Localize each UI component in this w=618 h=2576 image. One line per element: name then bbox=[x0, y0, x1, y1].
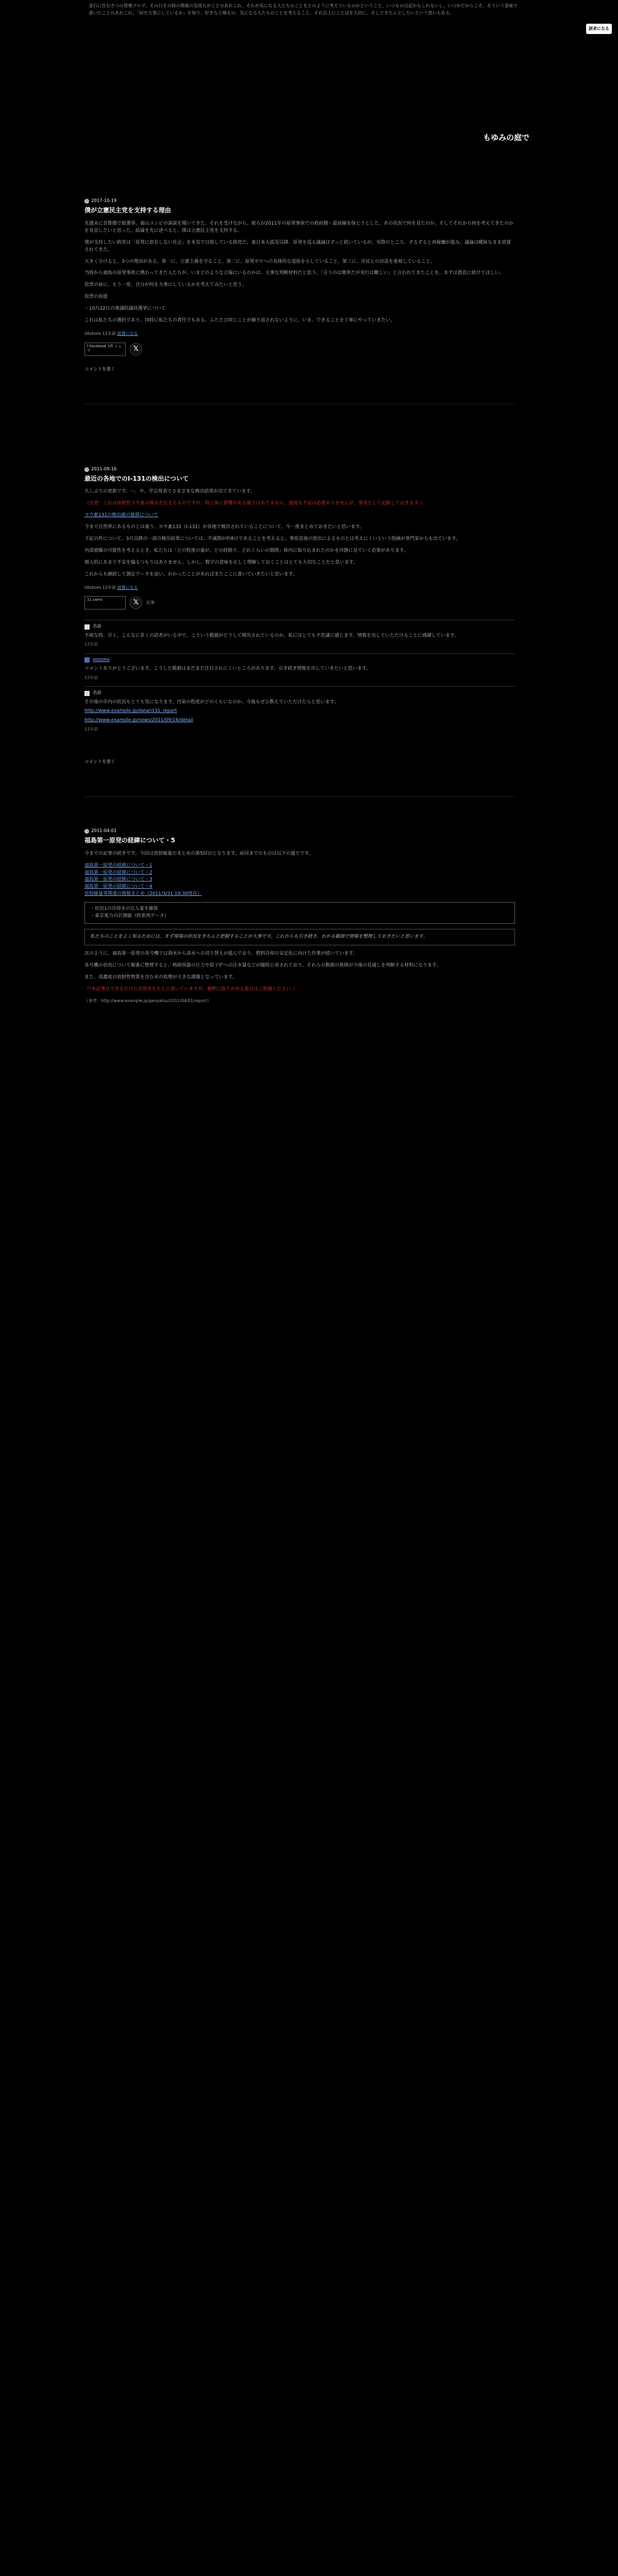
comment-text: コメントありがとうございます。こうした数値はまだまだ注目されにくいところがあります。引き続き情報を出していきたいと思います。 bbox=[84, 666, 371, 672]
entry-author-time: Ototomi 11年前 bbox=[84, 331, 116, 336]
paragraph: 下記の件について、3月以降の一部の検出結果については、半減期が約8日であることを考えると、事故直後の放出によるものとは考えにくいという指摘が専門家からも出ています。 bbox=[84, 536, 461, 542]
entry-title[interactable]: 最近の各地でのI-131の検出について bbox=[84, 474, 189, 482]
entry-body bbox=[84, 221, 515, 325]
paragraph: 僕が支持したい政党は「原発に依存しない社会」を本気で目指している政党だ。東日本大震災以降、原発を巡る議論はずっと続いているが、実際のところ、ずるずると再稼働が進み、議論は曖昧なまま放置されてきた。 bbox=[84, 240, 511, 252]
comment-author[interactable]: 名前 bbox=[93, 624, 102, 630]
entry-date-text: 2011-09-16 bbox=[91, 466, 117, 472]
bookmark-count-button[interactable]: 11 users bbox=[84, 596, 126, 609]
comment bbox=[84, 620, 515, 653]
paragraph: 投票の前に、もう一度、自分が何を大事にしているかを考えてみたいと思う。 bbox=[84, 282, 247, 288]
divider bbox=[84, 796, 515, 797]
related-link[interactable]: 福島第一原発の経緯について・2 bbox=[84, 870, 152, 875]
entry-body bbox=[84, 851, 515, 1005]
entry-date-text: 2011-04-01 bbox=[91, 828, 117, 834]
info-box-item: ・状況1の冷却水の注入量を確保 bbox=[90, 906, 158, 912]
comment-link[interactable]: http://www.example.jp/news/2011/09/16/detail bbox=[84, 718, 194, 723]
write-comment-link[interactable]: コメントを書く bbox=[84, 759, 115, 765]
comment-text: その後の市内の状況もとても気になります。汚染の程度がどのくらいなのか、今後もぜひ教えていただけたらと思います。 bbox=[84, 699, 339, 705]
paragraph: また、高濃度の放射性物質を含む水の処理が大きな課題となっています。 bbox=[84, 974, 237, 980]
subscribe-button[interactable]: 読者になる bbox=[586, 24, 612, 34]
related-link[interactable]: 放射線量等関連の情報まとめ（2011/3/31 19:30現在） bbox=[84, 891, 202, 897]
paragraph: 大きく分けると、3つの理由がある。第一に、立憲主義を守ること。第二に、原発ゼロへの具体的な道筋を示していること。第三に、市民との対話を重視していること。 bbox=[84, 259, 435, 264]
info-box-item: ・東京電力の計測値（時系列データ） bbox=[90, 913, 169, 919]
entry-date bbox=[84, 466, 515, 473]
comment-date[interactable]: 12年前 bbox=[84, 675, 98, 680]
related-links bbox=[84, 862, 515, 899]
entry-3 bbox=[84, 828, 515, 1004]
write-comment-link[interactable]: コメントを書く bbox=[84, 366, 115, 372]
blog-title[interactable]: もゆみの庭で bbox=[483, 133, 529, 142]
entry-2 bbox=[84, 466, 515, 766]
readers-link[interactable]: 読書になる bbox=[117, 585, 138, 590]
paragraph: 個人的にあまり不安を煽るつもりはありません。しかし、数字の意味を正しく理解しておくことはとても大切なことだと思います。 bbox=[84, 560, 358, 566]
warning-note: （*本記事はできるだけ公式発表をもとに書いていますが、解釈に誤りがある場合はご指摘ください。） bbox=[84, 986, 298, 992]
related-link[interactable]: 福島第一原発の経緯について・3 bbox=[84, 877, 152, 883]
comment-link[interactable]: http://www.example.jp/data/i131_report bbox=[84, 708, 177, 714]
main-content bbox=[84, 198, 515, 1009]
info-box bbox=[84, 902, 515, 924]
entry-1 bbox=[84, 198, 515, 373]
paragraph: 内部被曝の可能性を考えるとき、私たちは「どの程度の量が、どの経路で、どれくらいの期間」体内に取り込まれたのかを冷静に見ていく必要があります。 bbox=[84, 548, 408, 554]
paragraph: 今までの記事の続きです。今回は放射線量のまとめの第5回目となります。前回までのものは以下の通りです。 bbox=[84, 851, 314, 856]
share-bar bbox=[84, 343, 515, 356]
comment-date[interactable]: 12年前 bbox=[84, 642, 98, 647]
x-share-icon[interactable]: 𝕏 bbox=[130, 597, 142, 609]
avatar bbox=[84, 657, 90, 663]
paragraph: これからも継続して測定データを追い、わかったことがあればまたここに書いていきたいと思います。 bbox=[84, 572, 298, 578]
facebook-share-button[interactable]: f Facebook 1件 シェア bbox=[84, 343, 126, 356]
article-link[interactable]: ヨウ素131の検出値の推移について bbox=[84, 513, 158, 518]
entry-body bbox=[84, 488, 515, 579]
avatar bbox=[84, 691, 90, 696]
entry-date-text: 2017-10-19 bbox=[91, 198, 117, 204]
entry-author-time: Ototomi 12年前 bbox=[84, 585, 116, 590]
entry-date bbox=[84, 828, 515, 835]
comment-date[interactable]: 12年前 bbox=[84, 727, 98, 732]
share-label: 記事 bbox=[146, 600, 154, 605]
warning-note: （注意：これは放射性ヨウ素の検出を伝えるものですが、特に体に影響がある値ではありません。過度な不安は必要ありませんが、事実として記録しておきます。） bbox=[84, 501, 425, 506]
related-link[interactable]: 福島第一原発の経緯について・1 bbox=[84, 862, 152, 868]
comment bbox=[84, 653, 515, 687]
entry-date bbox=[84, 198, 515, 205]
x-share-icon[interactable]: 𝕏 bbox=[130, 343, 142, 355]
blog-description: 釜石に住むさつの管理ブログ。その日その時の関係の気持ちがことのあれこれ。それが気になる人たちのことをとのように考えているのかということ、いつもの日記かもしれないし、いつかだからこそ、そういう意味で書いたことのあれこれ。「何を大事にしているか」を知り、好きな立場もの、気になる人たちのことを考えること、それ以上にことばを大切に、そしてきちんとしたいという思いもある。 bbox=[89, 4, 518, 16]
sub-heading: 投票の前提 bbox=[84, 294, 108, 300]
sub-item: ・10月22日の衆議院議員選挙について bbox=[84, 306, 166, 312]
comment-author[interactable]: ototomi bbox=[93, 657, 110, 663]
blockquote: 私たちのことをよく知るためには、まず現場の状況をきちんと把握することが大事です。これからも引き続き、わかる範囲で情報を整理しておきたいと思います。 bbox=[84, 929, 515, 945]
blog-header-bar bbox=[0, 0, 618, 62]
footnote: （参考：http://www.example.jp/genpatsu/2011/04/01/report） bbox=[84, 998, 212, 1003]
entry-title[interactable]: 僕が立憲民主党を支持する理由 bbox=[84, 207, 171, 214]
sub-item: これは私たちの選択であり、同時に私たちの責任でもある。ふたたび同じことが繰り返されないように、いま、できることを丁寧にやっていきたい。 bbox=[84, 318, 396, 324]
comment-author[interactable]: 名前 bbox=[93, 690, 102, 696]
entry-title[interactable]: 福島第一原発の経緯について・5 bbox=[84, 837, 176, 844]
paragraph: 次のように、福島第一原発の各号機では海水から淡水への切り替えが進んでおり、燃料冷却の安定化に向けた作業が続いています。 bbox=[84, 951, 358, 957]
related-link[interactable]: 福島第一原発の経緯について・4 bbox=[84, 884, 152, 890]
paragraph: 先週末に首都圏で総選挙、福山ユンピの演説を聞いてきた。それを受けながら、彼らが2011年の原発事故での政府側・最前線を保とうとした、あの状況で何を見たのか、そしてそれから何を考えてきたのかを見直したいと思った。結論を先に述べると、僕は立憲民主党を支持する。 bbox=[84, 221, 513, 233]
readers-link[interactable]: 読書になる bbox=[117, 331, 138, 336]
comment bbox=[84, 686, 515, 738]
clock-icon: ◷ bbox=[85, 199, 89, 204]
paragraph: 今まで自然界にあるものとは違う、ヨウ素131（I-131）が各地で検出されていることについて、今一度まとめておきたいと思います。 bbox=[84, 524, 365, 530]
paragraph: 各号機の状況について順番に整理すると、格納容器の圧力や原子炉への注水量などが随時公表されており、それらの数値の推移が今後の見通しを判断する材料になります。 bbox=[84, 963, 441, 969]
clock-icon: ◷ bbox=[85, 467, 89, 471]
comment-text: 不純な時、早く、こんなに多くの読者がいる中で、こういう数値がどうして検出されているのか、私にはとても不思議に感じます。情報を出していただけることに感謝しています。 bbox=[84, 633, 459, 638]
entry-meta bbox=[84, 585, 515, 591]
paragraph: 久しぶりの更新です。ー、や、学会発表でさまざまな検出結果が出てきています。 bbox=[84, 489, 255, 495]
clock-icon: ◷ bbox=[85, 828, 89, 833]
entry-meta bbox=[84, 331, 515, 337]
avatar bbox=[84, 624, 90, 630]
paragraph: 当時から福島の原発事故に携わってきた人たちが、いまどのような立場にいるのかは、大事な判断材料だと思う。「言うのは簡単だが実行は難しい」と言われてきたことを、まずは愚直に続けてほしい。 bbox=[84, 270, 504, 276]
share-bar bbox=[84, 596, 515, 609]
